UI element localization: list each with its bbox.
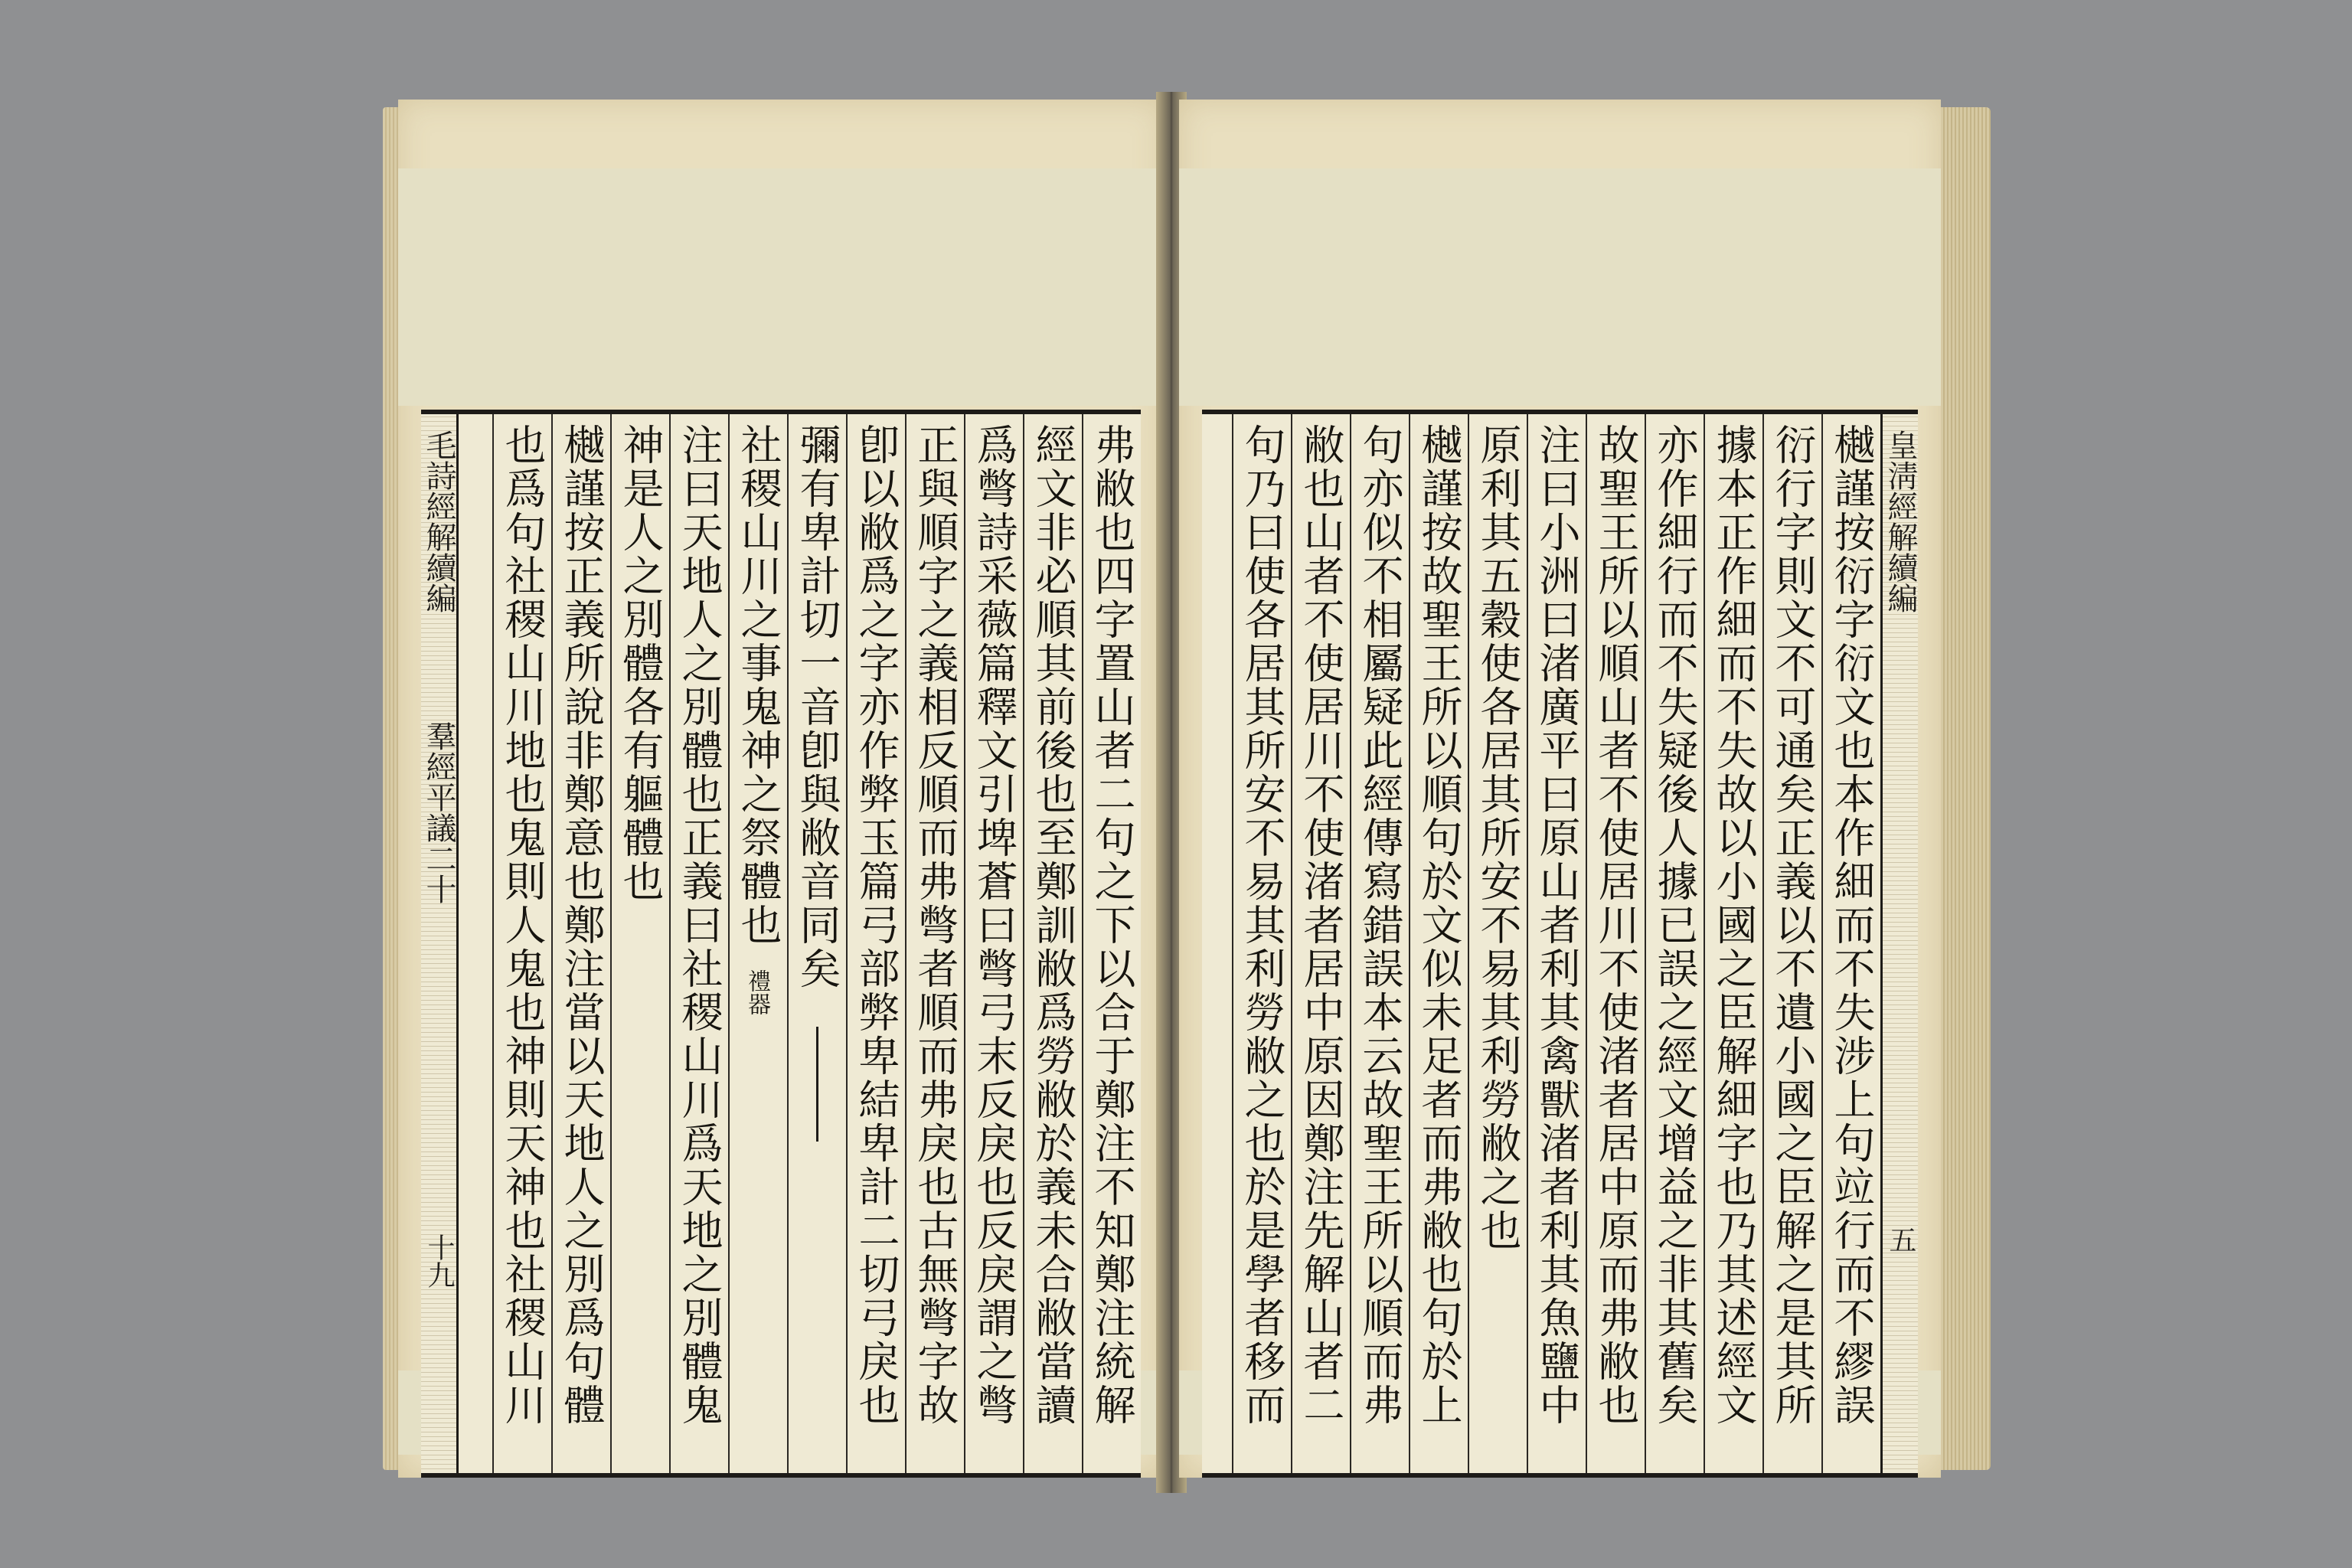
text-column: 注曰天地人之別體也正義曰社稷山川爲天地之別體鬼 [669,414,728,1473]
text-column: 爲彆詩采薇篇釋文引埤蒼曰彆弓末反戾也反戾謂之彆 [964,414,1023,1473]
left-banxin [421,414,459,1473]
bottom-border-rule [421,1473,1141,1478]
left-text-columns [459,414,1141,1473]
top-paper-band [1179,168,1941,406]
section-divider-line [816,1027,818,1142]
text-column: 據本正作細而不失故以小國之臣解細字也乃其述經文 [1704,414,1762,1473]
right-banxin [1880,414,1918,1473]
text-column: 樾謹按故聖王所以順句於文似未足者而弗敝也句於上 [1409,414,1468,1473]
banxin-subtitle: 羣經平議二十 [421,720,456,904]
bottom-border-rule [1202,1473,1918,1478]
text-column: 樾謹按正義所說非鄭意也鄭注當以天地人之別爲句體 [551,414,610,1473]
text-column: 衍行字則文不可通矣正義以不遺小國之臣解之是其所 [1762,414,1821,1473]
text-column: 弗敝也四字置山者二句之下以合于鄭注不知鄭注統解 [1082,414,1141,1473]
text-column: 注曰小洲曰渚廣平曰原山者利其禽獸渚者利其魚鹽中 [1527,414,1586,1473]
text-column: 彌有卑計切一音卽與敝音同矣 [787,414,846,1473]
text-column: 故聖王所以順山者不使居川不使渚者居中原而弗敝也 [1586,414,1645,1473]
text-column: 正與順字之義相反順而弗彆者順而弗戾也古無彆字故 [905,414,964,1473]
text-column: 卽以敝爲之字亦作弊玉篇弓部弊卑結卑計二切弓戾也 [846,414,905,1473]
text-column: 亦作細行而不失疑後人據已誤之經文增益之非其舊矣 [1645,414,1704,1473]
folio-number: 十九 [423,1233,455,1289]
left-page [398,100,1164,1478]
text-column: 神是人之別體各有軀體也 [610,414,669,1473]
text-column: 樾謹按衍字衍文也本作細而不失涉上句竝行而不繆誤 [1821,414,1880,1473]
text-column: 社稷山川之事鬼神之祭體也 禮器 [728,414,787,1473]
right-text-columns [1202,414,1880,1473]
interlinear-note: 禮器 [743,969,770,1015]
text-column: 原利其五穀使各居其所安不易其利勞敝之也 [1468,414,1527,1473]
right-page-edges [1937,107,1991,1470]
open-book [383,92,1991,1493]
left-print-frame [421,410,1141,1478]
top-paper-band [398,168,1164,406]
text-column: 句乃曰使各居其所安不易其利勞敝之也於是學者移而 [1232,414,1291,1473]
text-column: 也爲句社稷山川地也鬼則人鬼也神則天神也社稷山川 [492,414,551,1473]
text-column: 句亦似不相屬疑此經傳寫錯誤本云故聖王所以順而弗 [1350,414,1409,1473]
text-column: 敝也山者不使居川不使渚者居中原因鄭注先解山者二 [1291,414,1350,1473]
right-print-frame [1202,410,1918,1478]
banxin-title: 毛詩經解續編 [421,430,456,613]
text-column: 經文非必順其前後也至鄭訓敝爲勞敝於義未合敝當讀 [1023,414,1082,1473]
folio-number: 五 [1885,1226,1916,1253]
right-page [1179,100,1941,1478]
banxin-title: 皇淸經解續編 [1883,430,1918,613]
